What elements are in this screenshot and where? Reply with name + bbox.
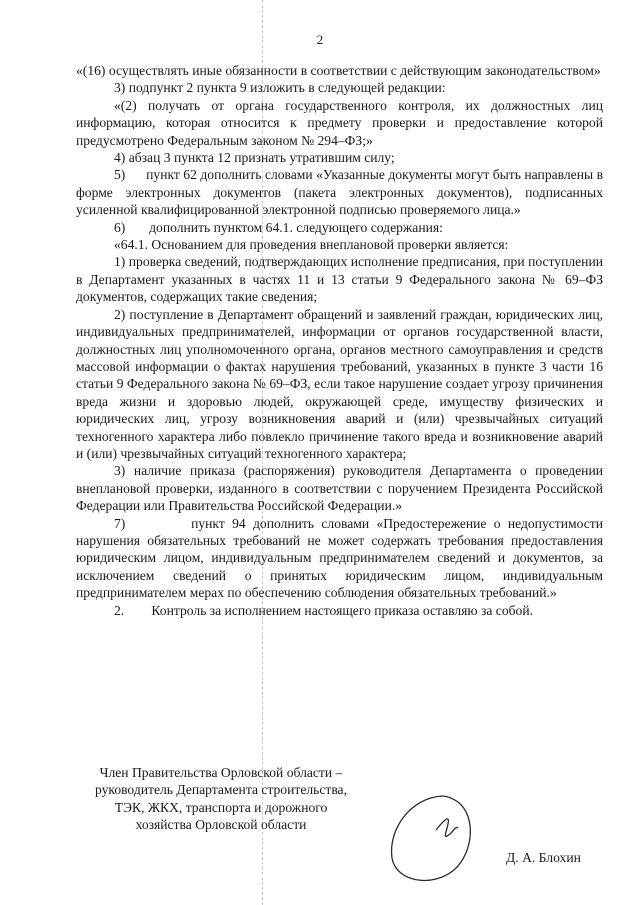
paragraph: 2) поступление в Департамент обращений и заявлений граждан, юридических лиц, индивидуальных предпринимателей, информации от органов государственной власти, должностных лиц уполномоченного органа, органов местного самоуправления и средств массовой информации о фактах нарушения требований, указанных в пункте 3 части 16 статьи 9 Федерального закона № 69–ФЗ, если такое нарушение создает угрозу причинения вреда жизни и здоровью людей, окружающей среде, имуществу физических и юридических лиц, угрозу возникновения аварий и (или) чрезвычайных ситуаций техногенного характера либо повлекло причинение такого вреда и возникновение аварий и (или) чрезвычайных ситуаций техногенного характера; — [76, 306, 603, 461]
item-number: 6) — [114, 219, 126, 235]
paragraph — [76, 166, 603, 218]
item-text: пункт 62 дополнить словами «Указанные документы могут быть направлены в форме электронных документов (пакета электронных документов), подписанных усиленной квалифицированной электронной подписью проверяемого лица.» — [76, 167, 603, 218]
item-number: 2. — [114, 602, 125, 618]
paragraph: 1) проверка сведений, подтверждающих исполнение предписания, при поступлении в Департамент указанных в частях 11 и 13 статьи 9 Федерального закона № 69–ФЗ документов, содержащих такие сведения; — [76, 254, 603, 305]
paragraph — [76, 602, 603, 619]
paragraph: 3) наличие приказа (распоряжения) руководителя Департамента о проведении внеплановой проверки, изданного в соответствии с поручением Президента Российской Федерации или Правительства Российской Федерации.» — [76, 463, 603, 514]
position-line: ТЭК, ЖКХ, транспорта и дорожного — [114, 799, 328, 815]
signatory-name: Д. А. Блохин — [506, 850, 581, 865]
item-text: пункт 94 дополнить словами «Предостережение о недопустимости нарушения обязательных требований не может содержать требования предоставления юридическим лицом, индивидуальным предпринимателем сведений и документов, за исключением сведений о принятых юридическим лицом, индивидуальным предпринимателем мерах по обеспечению соблюдения обязательных требований.» — [76, 515, 603, 601]
item-text: дополнить пунктом 64.1. следующего содержания: — [149, 219, 443, 235]
signatory-position — [76, 764, 366, 834]
position-line: руководитель Департамента строительства, — [94, 782, 347, 798]
handwritten-signature-icon — [380, 790, 490, 890]
paragraph: 3) подпункт 2 пункта 9 изложить в следующей редакции: — [114, 80, 446, 96]
item-number: 5) — [114, 167, 126, 183]
item-number: 7) — [114, 515, 126, 531]
page-number: 2 — [316, 32, 324, 47]
position-line: хозяйства Орловской области — [135, 817, 307, 833]
paragraph: «(2) получать от органа государственного контроля, их должностных лиц информацию, которая относится к предмету проверки и предоставление которой предусмотрено Федеральным законом № 294–ФЗ;» — [76, 97, 603, 148]
paragraph: «(16) осуществлять иные обязанности в соответствии с действующим законодательством» — [76, 63, 601, 78]
paragraph — [76, 219, 603, 236]
item-text: Контроль за исполнением настоящего приказа оставляю за собой. — [151, 602, 533, 618]
paragraph: «64.1. Основанием для проведения внеплановой проверки является: — [114, 237, 509, 253]
paragraph: 4) абзац 3 пункта 12 признать утратившим силу; — [114, 150, 395, 166]
document-body — [76, 62, 603, 619]
position-line: Член Правительства Орловской области – — [99, 765, 343, 780]
paragraph — [76, 515, 603, 602]
